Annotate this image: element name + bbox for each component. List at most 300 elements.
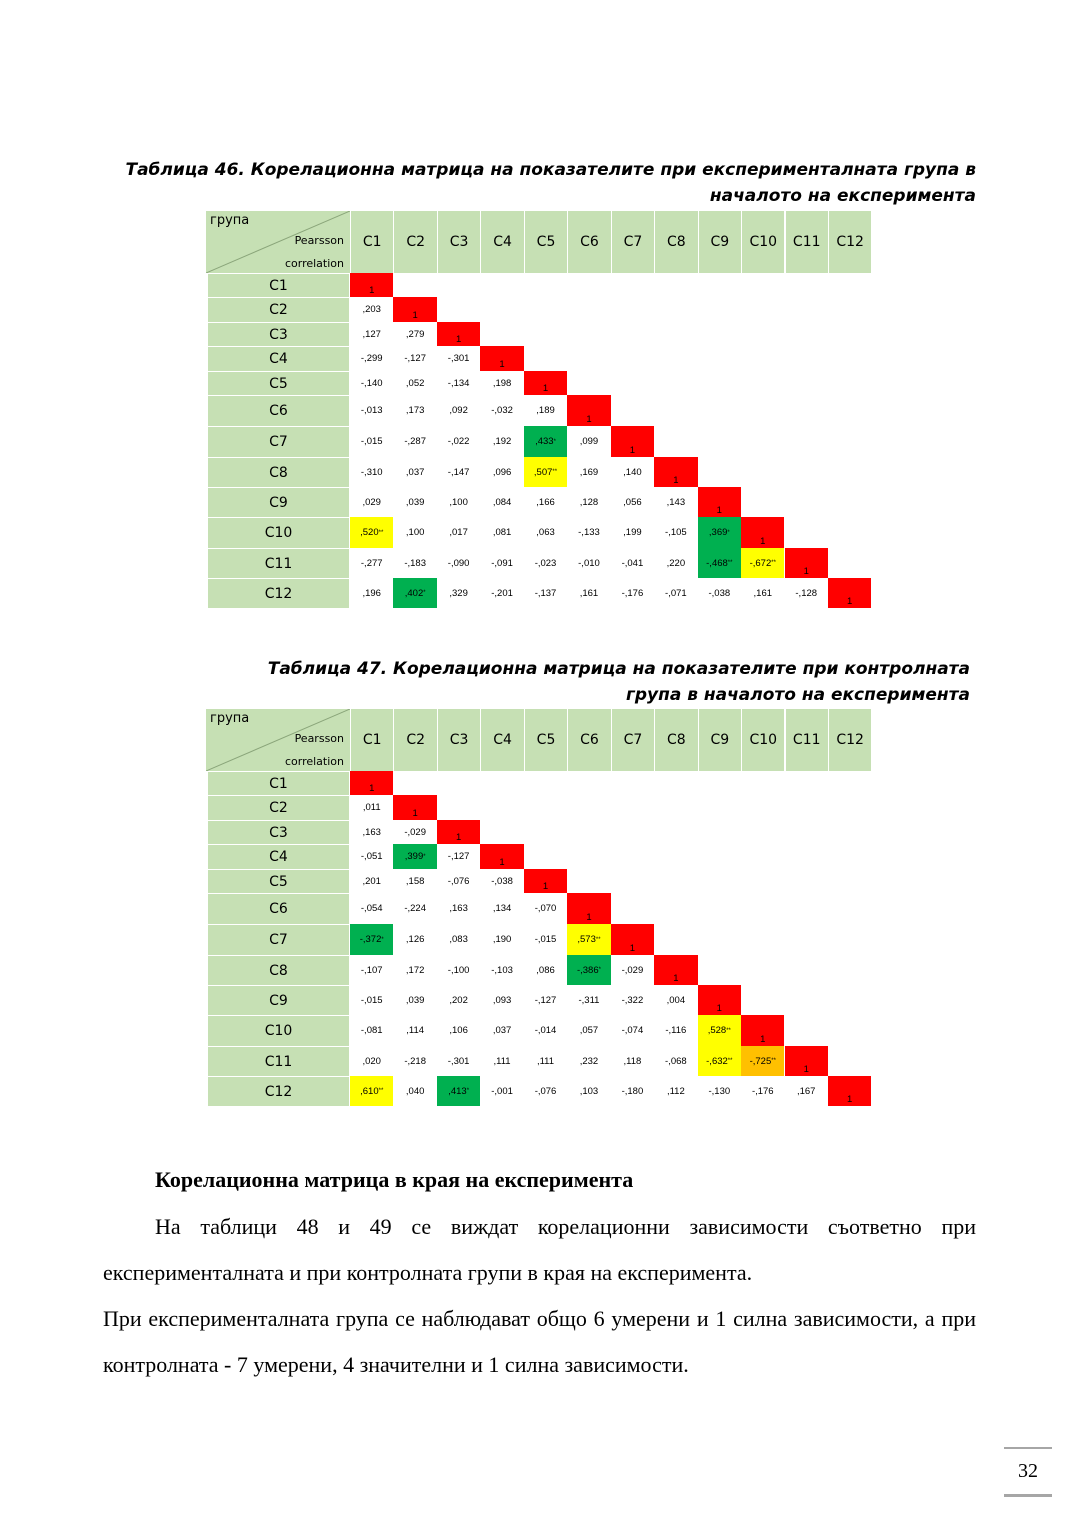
cell-value: ,279 — [405, 328, 425, 340]
matrix-cell: -,372 * — [350, 924, 393, 955]
row-header-c5: C5 — [208, 371, 349, 395]
matrix-cell — [437, 924, 480, 955]
matrix-cell — [393, 1076, 436, 1106]
cell-value: -,071 — [665, 587, 687, 599]
cell-value: ,192 — [492, 436, 512, 447]
cell-value: ,086 — [536, 964, 555, 976]
cell-value: ,163 — [449, 903, 468, 914]
matrix-cell — [437, 955, 480, 985]
matrix-cell — [611, 457, 654, 487]
cell-value: 1 — [369, 285, 375, 296]
cell-value: ,140 — [623, 466, 642, 478]
matrix-cell — [524, 517, 567, 548]
matrix-cell — [393, 346, 436, 371]
matrix-cell — [480, 844, 523, 869]
matrix-cell: -,672 ** — [741, 548, 784, 578]
matrix-cell — [567, 1015, 610, 1046]
matrix-cell: ,402 * — [393, 578, 436, 608]
matrix-cell — [741, 1076, 784, 1106]
cell-value: ,369 — [708, 527, 728, 538]
matrix-cell — [611, 985, 654, 1015]
cell-value: ,196 — [362, 587, 381, 599]
cell-value: -,147 — [447, 466, 470, 478]
matrix-cell — [480, 924, 523, 955]
page-number: 32 — [1004, 1447, 1052, 1497]
column-header-c4: C4 — [480, 709, 523, 771]
row-header-c9: C9 — [208, 487, 349, 517]
cell-value: -,010 — [578, 557, 600, 569]
matrix-cell: ,413 * — [437, 1076, 480, 1106]
row-header-c1: C1 — [208, 273, 349, 297]
cell-value: -,176 — [751, 1085, 774, 1097]
row-header-c4: C4 — [208, 346, 349, 371]
cell-value: 1 — [847, 596, 853, 607]
matrix-corner — [206, 211, 350, 273]
cell-value: ,203 — [362, 304, 381, 315]
matrix-cell — [611, 548, 654, 578]
cell-value: 1 — [803, 566, 809, 577]
cell-value: -,725 — [749, 1055, 772, 1067]
cell-value: -,076 — [447, 875, 470, 887]
cell-value: ,037 — [405, 466, 425, 478]
cell-value: -,038 — [491, 875, 513, 887]
cell-value: ,127 — [362, 328, 381, 340]
matrix-header — [206, 211, 871, 273]
cell-value: -,090 — [447, 557, 470, 569]
matrix-cell — [480, 955, 523, 985]
cell-value: ,520 — [360, 527, 379, 538]
cell-value: ,169 — [579, 466, 599, 478]
cell-value: -,468 — [706, 557, 728, 569]
matrix-cell — [480, 517, 523, 548]
matrix-cell — [567, 548, 610, 578]
matrix-cell — [480, 893, 523, 924]
cell-value: ,111 — [536, 1055, 555, 1067]
matrix-cell — [480, 457, 523, 487]
row-header-c12: C12 — [208, 578, 349, 608]
column-header-c1: C1 — [350, 709, 393, 771]
cell-value: -,128 — [795, 587, 818, 599]
matrix-cell: ,573 ** — [567, 924, 610, 955]
matrix-cell: ,399 * — [393, 844, 436, 869]
matrix-cell — [480, 371, 523, 395]
cell-value: -,183 — [404, 557, 426, 569]
cell-value: ,056 — [623, 496, 642, 508]
cell-value: ,134 — [492, 903, 512, 914]
column-header-c2: C2 — [393, 709, 436, 771]
matrix-cell — [350, 820, 393, 844]
cell-value: ,039 — [405, 496, 425, 508]
matrix-cell — [524, 924, 567, 955]
matrix-cell — [611, 1076, 654, 1106]
matrix-cell — [437, 426, 480, 457]
row-header-c12: C12 — [208, 1076, 349, 1106]
matrix-cell — [741, 1015, 784, 1046]
cell-value: -,013 — [360, 405, 383, 416]
cell-value: -,137 — [534, 587, 557, 599]
matrix-cell — [350, 844, 393, 869]
cell-value: -,029 — [404, 826, 426, 838]
cell-value: 1 — [629, 943, 636, 954]
matrix-cell — [611, 517, 654, 548]
table-46-caption: Таблица 46. Корелационна матрица на показателите при експерименталната група в началото на експеримента — [125, 160, 976, 206]
matrix-cell — [437, 517, 480, 548]
column-header-c8: C8 — [654, 211, 697, 273]
cell-value: -,032 — [491, 405, 513, 416]
column-header-c7: C7 — [611, 709, 654, 771]
cell-value: 1 — [455, 334, 462, 345]
cell-value: ,057 — [579, 1025, 599, 1036]
cell-value: -,133 — [578, 527, 600, 538]
cell-value: ,020 — [362, 1055, 381, 1067]
column-header-c6: C6 — [567, 211, 610, 273]
matrix-cell — [437, 548, 480, 578]
matrix-cell — [524, 578, 567, 608]
matrix-cell — [437, 869, 480, 893]
cell-value: ,126 — [405, 934, 425, 945]
cell-value: ,433 — [535, 436, 554, 447]
cell-value: -,127 — [534, 994, 557, 1006]
cell-value: 1 — [412, 808, 418, 819]
cell-value: ,198 — [492, 377, 512, 389]
row-header-c7: C7 — [208, 426, 349, 457]
matrix-cell — [350, 346, 393, 371]
matrix-cell: ,610 ** — [350, 1076, 393, 1106]
matrix-cell — [350, 297, 393, 322]
cell-value: ,017 — [449, 527, 468, 538]
row-header-c7: C7 — [208, 924, 349, 955]
matrix-cell: ,369 * — [698, 517, 741, 548]
corner-pearson-label: Pearsson — [294, 732, 344, 745]
row-header-c6: C6 — [208, 893, 349, 924]
cell-value: ,118 — [623, 1055, 642, 1067]
matrix-cell — [350, 1015, 393, 1046]
cell-value: ,202 — [449, 994, 468, 1006]
matrix-cell — [654, 985, 697, 1015]
cell-value: ,161 — [579, 587, 599, 599]
cell-value: -,076 — [534, 1085, 557, 1097]
matrix-cell — [654, 457, 697, 487]
matrix-cell — [437, 395, 480, 426]
matrix-cell — [698, 985, 741, 1015]
matrix-cell — [480, 346, 523, 371]
column-header-c12: C12 — [828, 709, 871, 771]
column-header-c3: C3 — [437, 211, 480, 273]
matrix-cell — [524, 985, 567, 1015]
cell-value: -,299 — [360, 353, 383, 364]
matrix-cell — [698, 487, 741, 517]
matrix-cell — [785, 548, 828, 578]
matrix-cell — [480, 578, 523, 608]
matrix-cell — [350, 457, 393, 487]
matrix-cell — [611, 487, 654, 517]
cell-value: -,070 — [534, 903, 557, 914]
matrix-cell — [524, 548, 567, 578]
cell-value: ,099 — [579, 436, 599, 447]
matrix-cell — [524, 893, 567, 924]
cell-value: -,372 — [359, 934, 382, 945]
section-heading: Корелационна матрица в края на експеримента — [155, 1167, 634, 1192]
cell-value: 1 — [542, 881, 549, 892]
cell-value: ,040 — [405, 1085, 425, 1097]
cell-value: ,329 — [449, 587, 468, 599]
cell-value: ,052 — [405, 377, 425, 389]
cell-value: -,041 — [621, 557, 644, 569]
matrix-cell — [567, 893, 610, 924]
matrix-cell — [698, 1076, 741, 1106]
cell-value: ,190 — [492, 934, 512, 945]
cell-value: 1 — [369, 783, 375, 794]
cell-value: -,015 — [534, 934, 557, 945]
cell-value: -,001 — [491, 1085, 513, 1097]
matrix-cell — [654, 548, 697, 578]
cell-value: ,402 — [404, 587, 424, 599]
cell-value: ,143 — [666, 496, 686, 508]
cell-value: ,103 — [579, 1085, 599, 1097]
matrix-cell — [393, 322, 436, 346]
matrix-cell — [350, 985, 393, 1015]
cell-value: 1 — [847, 1094, 853, 1105]
cell-value: 1 — [716, 505, 722, 516]
row-header-c4: C4 — [208, 844, 349, 869]
cell-value: ,199 — [623, 527, 642, 538]
matrix-cell — [567, 1076, 610, 1106]
cell-value: ,037 — [492, 1025, 512, 1036]
cell-value: ,111 — [493, 1055, 511, 1067]
column-header-c9: C9 — [698, 211, 741, 273]
row-header-c8: C8 — [208, 457, 349, 487]
matrix-cell — [393, 869, 436, 893]
cell-value: -,301 — [447, 353, 470, 364]
cell-value: -,127 — [447, 851, 470, 862]
matrix-cell — [611, 924, 654, 955]
column-header-c8: C8 — [654, 709, 697, 771]
cell-value: -,100 — [447, 964, 470, 976]
cell-value: -,277 — [360, 557, 383, 569]
matrix-cell — [480, 985, 523, 1015]
matrix-cell — [350, 771, 393, 795]
cell-value: 1 — [586, 414, 592, 425]
matrix-cell — [785, 1076, 828, 1106]
cell-value: ,220 — [666, 557, 686, 569]
row-header-c10: C10 — [208, 1015, 349, 1046]
row-header-c2: C2 — [208, 795, 349, 820]
cell-value: ,201 — [362, 875, 381, 887]
cell-value: -,322 — [621, 994, 644, 1006]
cell-value: ,507 — [533, 466, 553, 478]
matrix-cell — [785, 1046, 828, 1076]
column-header-c2: C2 — [393, 211, 436, 273]
cell-value: -,224 — [404, 903, 426, 914]
matrix-cell — [437, 487, 480, 517]
cell-value: ,399 — [404, 851, 424, 862]
corner-correlation-label: correlation — [284, 257, 344, 270]
cell-value: ,128 — [579, 496, 599, 508]
cell-value: 1 — [716, 1003, 722, 1014]
cell-value: -,134 — [447, 377, 470, 389]
matrix-cell — [524, 395, 567, 426]
cell-value: -,015 — [360, 994, 383, 1006]
matrix-cell — [828, 578, 871, 608]
cell-value: ,167 — [796, 1085, 816, 1097]
cell-value: ,158 — [405, 875, 425, 887]
cell-value: ,083 — [449, 934, 468, 945]
matrix-cell: ,433 * — [524, 426, 567, 457]
matrix-cell — [393, 1046, 436, 1076]
cell-value: -,176 — [621, 587, 644, 599]
matrix-cell — [828, 1076, 871, 1106]
cell-value: -,081 — [360, 1025, 383, 1036]
matrix-cell — [350, 426, 393, 457]
matrix-cell — [654, 487, 697, 517]
matrix-cell — [480, 1076, 523, 1106]
cell-value: ,011 — [362, 802, 381, 813]
cell-value: -,014 — [534, 1025, 557, 1036]
matrix-cell — [393, 487, 436, 517]
row-header-c1: C1 — [208, 771, 349, 795]
matrix-cell — [654, 517, 697, 548]
cell-value: 1 — [586, 912, 592, 923]
cell-value: ,528 — [707, 1025, 727, 1036]
cell-value: -,287 — [404, 436, 426, 447]
cell-value: -,116 — [665, 1025, 687, 1036]
cell-value: ,189 — [536, 405, 555, 416]
cell-value: -,140 — [360, 377, 383, 389]
corner-group-label: група — [210, 711, 250, 726]
corner-group-label: група — [210, 213, 250, 228]
cell-value: ,004 — [666, 994, 686, 1006]
cell-value: ,232 — [579, 1055, 599, 1067]
matrix-cell — [567, 1046, 610, 1076]
row-header-c9: C9 — [208, 985, 349, 1015]
cell-value: ,039 — [405, 994, 425, 1006]
cell-value: -,632 — [706, 1055, 728, 1067]
matrix-cell — [350, 273, 393, 297]
matrix-cell — [524, 487, 567, 517]
matrix-cell — [480, 548, 523, 578]
cell-value: 1 — [803, 1064, 809, 1075]
cell-value: 1 — [673, 475, 679, 486]
matrix-cell — [654, 1015, 697, 1046]
cell-value: ,172 — [405, 964, 425, 976]
cell-value: 1 — [760, 1034, 766, 1045]
matrix-cell — [611, 426, 654, 457]
matrix-cell — [393, 548, 436, 578]
row-header-c11: C11 — [208, 1046, 349, 1076]
cell-value: 1 — [629, 445, 636, 456]
cell-value: ,093 — [492, 994, 512, 1006]
matrix-corner — [206, 709, 350, 771]
cell-value: ,610 — [360, 1085, 379, 1097]
cell-value: -,054 — [360, 903, 383, 914]
cell-value: 1 — [499, 359, 505, 370]
matrix-cell: -,386 * — [567, 955, 610, 985]
matrix-cell — [393, 426, 436, 457]
cell-value: ,084 — [492, 496, 512, 508]
matrix-cell — [698, 578, 741, 608]
matrix-cell — [524, 1076, 567, 1106]
cell-value: ,161 — [753, 587, 773, 599]
cell-value: 1 — [499, 857, 505, 868]
matrix-cell — [785, 578, 828, 608]
cell-value: -,023 — [534, 557, 557, 569]
matrix-cell — [350, 955, 393, 985]
matrix-cell — [524, 1015, 567, 1046]
row-header-c8: C8 — [208, 955, 349, 985]
matrix-cell — [437, 346, 480, 371]
matrix-cell — [393, 893, 436, 924]
matrix-cell — [437, 457, 480, 487]
cell-value: ,112 — [666, 1085, 685, 1097]
matrix-header — [206, 709, 871, 771]
matrix-cell — [480, 1046, 523, 1076]
matrix-cell — [350, 395, 393, 426]
matrix-cell — [567, 426, 610, 457]
column-header-c5: C5 — [524, 211, 567, 273]
row-header-c5: C5 — [208, 869, 349, 893]
matrix-cell — [393, 820, 436, 844]
cell-value: -,074 — [621, 1025, 644, 1036]
matrix-cell — [393, 371, 436, 395]
matrix-cell — [654, 1076, 697, 1106]
matrix-cell — [567, 578, 610, 608]
column-header-c7: C7 — [611, 211, 654, 273]
matrix-cell — [393, 985, 436, 1015]
cell-value: -,311 — [578, 994, 600, 1006]
cell-value: -,015 — [360, 436, 383, 447]
cell-value: ,573 — [577, 934, 596, 945]
cell-value: 1 — [760, 536, 766, 547]
matrix-cell — [393, 457, 436, 487]
row-header-c3: C3 — [208, 322, 349, 346]
cell-value: -,127 — [404, 353, 426, 364]
column-header-c11: C11 — [785, 211, 828, 273]
matrix-cell — [437, 578, 480, 608]
cell-value: -,310 — [360, 466, 383, 478]
cell-value: ,173 — [405, 405, 425, 416]
cell-value: -,038 — [708, 587, 731, 599]
cell-value: -,029 — [621, 964, 644, 976]
cell-value: -,218 — [404, 1055, 426, 1067]
matrix-cell — [524, 955, 567, 985]
matrix-cell — [437, 322, 480, 346]
matrix-cell — [437, 844, 480, 869]
cell-value: -,301 — [447, 1055, 470, 1067]
matrix-cell — [741, 578, 784, 608]
matrix-cell — [741, 517, 784, 548]
matrix-cell — [393, 395, 436, 426]
row-header-c2: C2 — [208, 297, 349, 322]
cell-value: ,081 — [492, 527, 512, 538]
matrix-cell — [350, 893, 393, 924]
matrix-cell — [437, 893, 480, 924]
column-header-c6: C6 — [567, 709, 610, 771]
matrix-cell — [350, 1046, 393, 1076]
matrix-cell — [437, 371, 480, 395]
matrix-cell: -,632 ** — [698, 1046, 741, 1076]
matrix-cell — [611, 578, 654, 608]
cell-value: -,130 — [708, 1085, 731, 1097]
matrix-cell — [350, 322, 393, 346]
matrix-cell — [524, 869, 567, 893]
matrix-cell — [567, 395, 610, 426]
matrix-cell — [480, 869, 523, 893]
matrix-cell — [480, 426, 523, 457]
matrix-cell: -,468 ** — [698, 548, 741, 578]
matrix-cell — [480, 1015, 523, 1046]
matrix-cell — [437, 820, 480, 844]
corner-pearson-label: Pearsson — [294, 234, 344, 247]
